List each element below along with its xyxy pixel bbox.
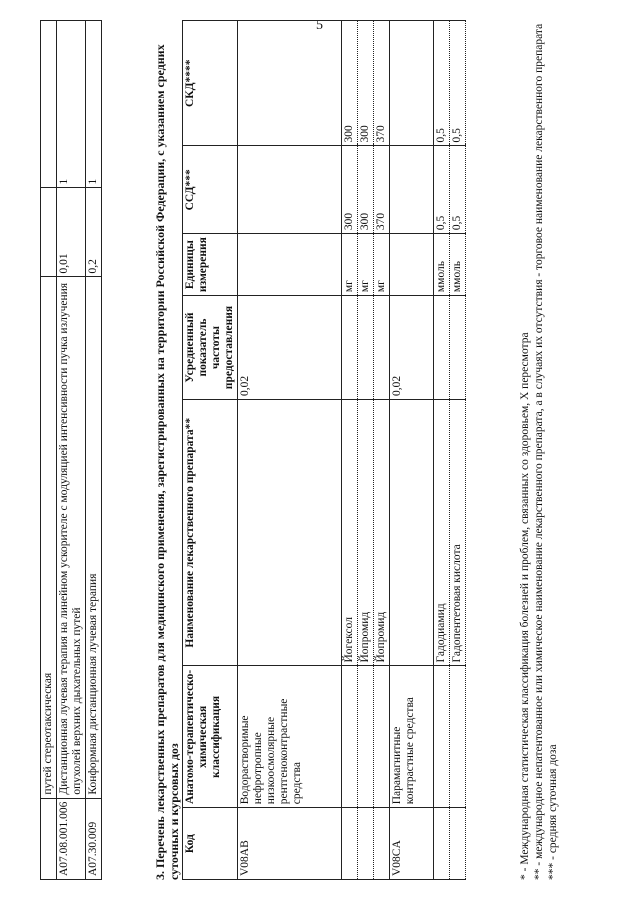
drug-name: Гадодиамид [434,399,450,666]
drug-frequency [374,296,390,400]
table-row [390,21,434,880]
drug-frequency [434,296,450,400]
drug-atc: Водорастворимые нефротропные низкоосмолярные рентгеноконтрастные средства [238,666,342,808]
drug-ssd: 0,5 [450,146,466,234]
service-frequency: 0,01 [57,188,86,277]
drug-ssd: 370 [374,146,390,234]
footnote: *** - средняя суточная доза [547,744,559,880]
table-row [358,21,374,880]
header-code: Код [183,808,238,880]
drugs-table [182,20,466,880]
drug-frequency: 0,02 [238,296,342,400]
drug-unit: ммоль [450,234,466,296]
header-atc: Анатомо-терапевтическо-химическая классификация [183,666,238,808]
drug-skd [390,21,434,146]
drug-unit: мг [358,234,374,296]
drug-code [434,808,450,880]
drug-atc [434,666,450,808]
drug-unit: мг [374,234,390,296]
drug-skd: 0,5 [434,21,450,146]
drug-unit: мг [342,234,358,296]
drug-name [390,399,434,666]
table-row [41,21,57,880]
drug-frequency [450,296,466,400]
table-row [374,21,390,880]
table-row [450,21,466,880]
table-header-row [183,21,238,880]
drug-atc: Парамагнитные контрастные средства [390,666,434,808]
service-code: A07.30.009 [86,798,102,879]
drug-atc [450,666,466,808]
footnote: * - Международная статистическая классификация болезней и проблем, связанных со здоровьем, X пересмотра [519,332,531,880]
service-multiplicity: 1 [86,21,102,188]
drug-name: Йогексол [342,399,358,666]
service-frequency: 0,2 [86,188,102,277]
service-multiplicity [41,21,57,188]
service-multiplicity: 1 [57,21,86,188]
drug-code [450,808,466,880]
drug-frequency [358,296,374,400]
drug-atc [342,666,358,808]
drug-frequency [342,296,358,400]
drug-name: Гадопентетовая кислота [450,399,466,666]
drug-atc [358,666,374,808]
drug-skd: 300 [358,21,374,146]
services-table [40,20,102,880]
drug-unit [390,234,434,296]
drug-ssd: 300 [342,146,358,234]
drug-code [358,808,374,880]
drug-name: Йопромид [358,399,374,666]
drug-ssd: 0,5 [434,146,450,234]
drug-unit [238,234,342,296]
drug-name [238,399,342,666]
header-ssd: ССД*** [183,146,238,234]
drug-frequency: 0,02 [390,296,434,400]
drug-code [342,808,358,880]
table-row [238,21,342,880]
table-row [86,21,102,880]
header-frequency: Усредненный показатель частоты предоставления [183,296,238,400]
page-number: 5 [316,18,323,33]
drug-atc [374,666,390,808]
service-code: A07.08.001.006 [57,798,86,879]
table-row [342,21,358,880]
drug-unit: ммоль [434,234,450,296]
header-unit: Единицы измерения [183,234,238,296]
service-name: путей стереотаксическая [41,277,57,798]
drug-ssd [390,146,434,234]
service-name: Конформная дистанционная лучевая терапия [86,277,102,798]
drug-skd: 370 [374,21,390,146]
drug-ssd: 300 [358,146,374,234]
footnote: ** - международное непатентованное или химическое наименование лекарственного препарата, а в случаях их отсутствия - торговое наименование лекарственного препарата [533,23,545,880]
drug-skd [238,21,342,146]
service-frequency [41,188,57,277]
service-code [41,798,57,879]
table-row [57,21,86,880]
drug-code [374,808,390,880]
footnotes [518,20,560,880]
section-title: 3. Перечень лекарственных препаратов для медицинского применения, зарегистрированных на территории Российской Федерации, с указанием средних суточных и курсовых доз [153,44,181,880]
table-row [434,21,450,880]
drug-code: V08CA [390,808,434,880]
drug-ssd [238,146,342,234]
drug-code: V08AB [238,808,342,880]
drug-name: Йопромид [374,399,390,666]
header-skd: СКД**** [183,21,238,146]
header-drug: Наименование лекарственного препарата** [183,399,238,666]
drug-skd: 0,5 [450,21,466,146]
drug-skd: 300 [342,21,358,146]
service-name: Дистанционная лучевая терапия на линейном ускорителе с модуляцией интенсивности пучка излучения опухолей верхних дыхательных путей [57,277,86,798]
rotated-page-content [40,20,600,880]
